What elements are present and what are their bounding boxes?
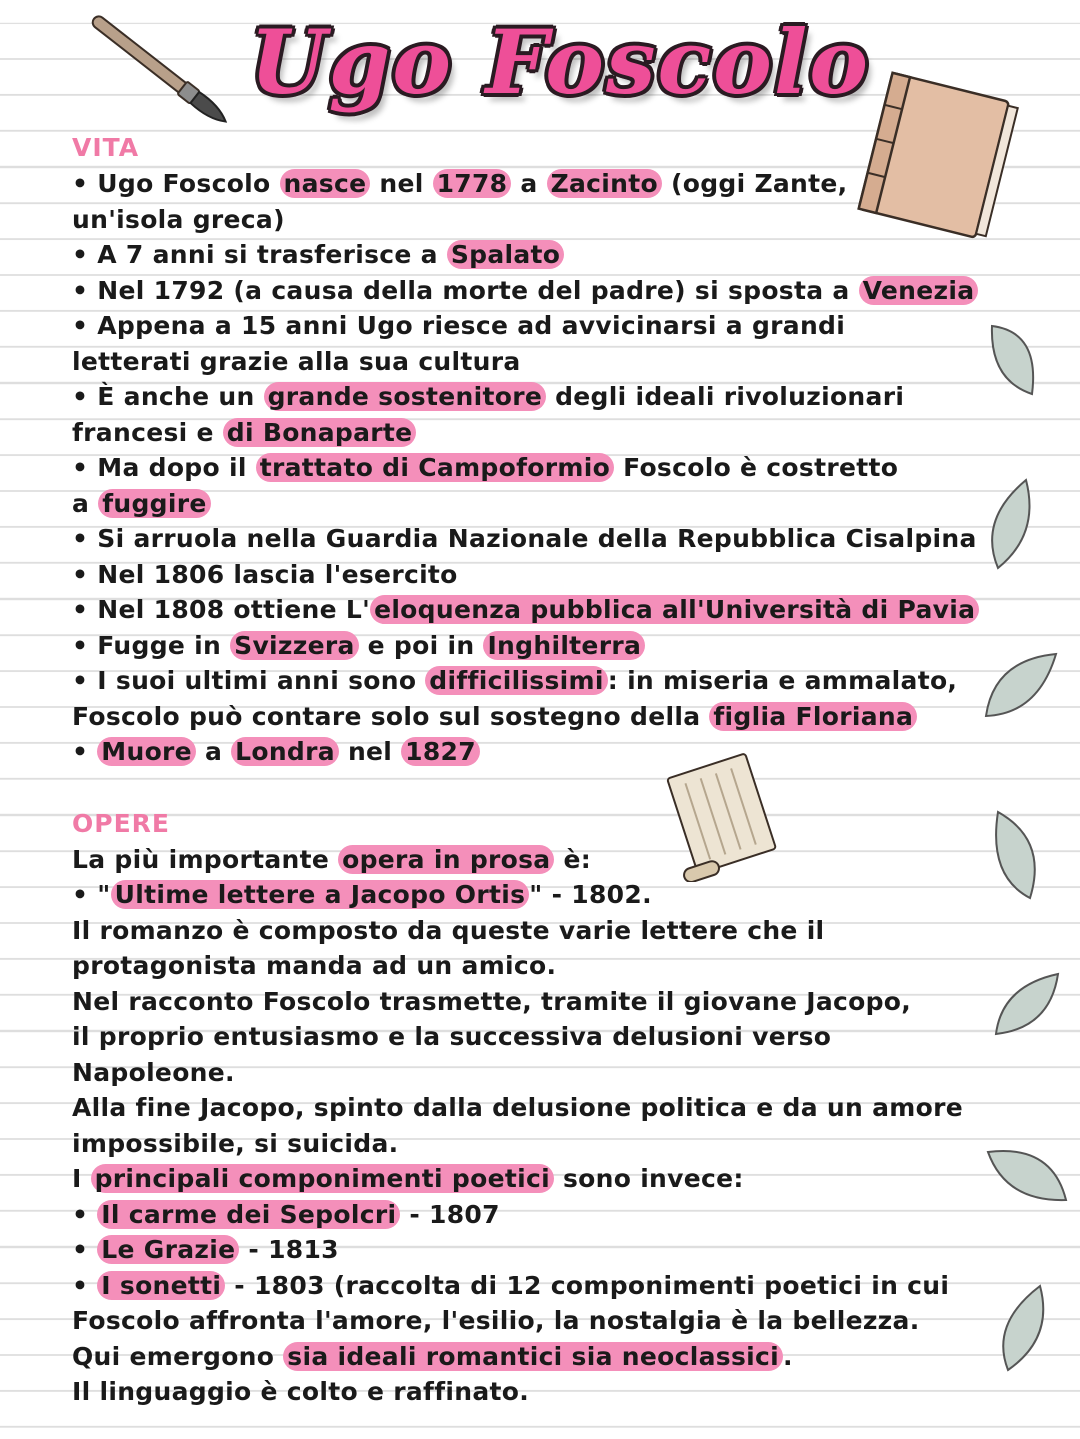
text-line bbox=[72, 1374, 1002, 1410]
text-line bbox=[72, 734, 1002, 770]
text-line bbox=[72, 1339, 1002, 1375]
text-line bbox=[72, 913, 1002, 949]
text-line bbox=[72, 237, 1002, 273]
highlighted-text: Le Grazie bbox=[97, 1235, 239, 1264]
highlighted-text: I sonetti bbox=[97, 1271, 225, 1300]
highlighted-text: Venezia bbox=[859, 276, 979, 305]
text-segment: è: bbox=[554, 844, 592, 874]
highlighted-text: Inghilterra bbox=[483, 631, 645, 660]
text-segment: (oggi Zante, bbox=[661, 169, 848, 198]
highlighted-text: Zacinto bbox=[547, 169, 662, 198]
highlighted-text: eloquenza pubblica all'Università di Pavia bbox=[370, 595, 979, 624]
text-segment: a bbox=[511, 169, 547, 198]
text-line bbox=[72, 1126, 1002, 1162]
text-segment: • Fugge in bbox=[72, 630, 231, 660]
text-line bbox=[72, 308, 1002, 344]
text-segment: Nel racconto Foscolo trasmette, tramite il giovane Jacopo, bbox=[72, 986, 912, 1016]
text-line bbox=[72, 344, 1002, 380]
text-line bbox=[72, 379, 1002, 415]
text-segment: francesi e bbox=[72, 417, 223, 447]
text-segment: Il romanzo è composto da queste varie lettere che il bbox=[72, 915, 825, 945]
highlighted-text: di Bonaparte bbox=[223, 418, 417, 447]
highlighted-text: figlia Floriana bbox=[709, 702, 917, 731]
highlighted-text: grande sostenitore bbox=[264, 382, 546, 411]
text-segment: Il linguaggio è colto e raffinato. bbox=[72, 1377, 530, 1406]
text-line bbox=[72, 842, 1002, 878]
highlighted-text: nasce bbox=[280, 169, 371, 198]
section-heading-vita: VITA bbox=[72, 133, 140, 162]
text-segment: - 1807 bbox=[400, 1199, 500, 1229]
text-line bbox=[72, 1090, 1002, 1126]
text-segment: Foscolo può contare solo sul sostegno della bbox=[72, 701, 710, 731]
text-segment: • Appena a 15 anni Ugo riesce ad avvicinarsi a grandi bbox=[72, 311, 846, 340]
text-line bbox=[72, 663, 1002, 699]
text-line bbox=[72, 450, 1002, 486]
text-segment: a bbox=[195, 737, 232, 766]
text-segment: • È anche un bbox=[72, 382, 264, 411]
text-segment: un'isola greca) bbox=[72, 204, 285, 234]
text-segment: I bbox=[72, 1164, 91, 1193]
highlighted-text: difficilissimi bbox=[425, 666, 607, 695]
text-line bbox=[72, 1232, 1002, 1268]
text-segment: letterati grazie alla sua cultura bbox=[72, 346, 521, 376]
text-segment: - 1803 (raccolta di 12 componimenti poetici in cui bbox=[225, 1270, 950, 1300]
vita-list bbox=[72, 166, 1002, 770]
text-segment: nel bbox=[338, 737, 402, 766]
text-line bbox=[72, 948, 1002, 984]
text-segment: . bbox=[783, 1341, 793, 1371]
highlighted-text: Ultime lettere a Jacopo Ortis bbox=[111, 880, 530, 909]
text-segment: Alla fine Jacopo, spinto dalla delusione politica e da un amore bbox=[72, 1093, 963, 1122]
text-segment: • Nel 1808 ottiene L' bbox=[72, 595, 371, 624]
text-line bbox=[72, 415, 1002, 451]
text-line bbox=[72, 202, 1002, 238]
text-segment: • Si arruola nella Guardia Nazionale della Repubblica Cisalpina bbox=[72, 524, 977, 553]
highlighted-text: Spalato bbox=[447, 240, 564, 269]
text-segment: • Nel 1792 (a causa della morte del padre) si sposta a bbox=[72, 275, 859, 305]
text-segment: impossibile, si suicida. bbox=[72, 1128, 399, 1158]
text-segment: La più importante bbox=[72, 844, 339, 874]
highlighted-text: Londra bbox=[231, 737, 339, 766]
text-line bbox=[72, 592, 1002, 628]
text-segment: • bbox=[72, 737, 98, 766]
text-line bbox=[72, 1197, 1002, 1233]
text-line bbox=[72, 1161, 1002, 1197]
text-line bbox=[72, 486, 1002, 522]
text-segment: e poi in bbox=[358, 630, 484, 660]
text-line bbox=[72, 521, 1002, 557]
highlighted-text: Muore bbox=[97, 737, 196, 766]
text-line bbox=[72, 1268, 1002, 1304]
text-segment: a bbox=[72, 488, 99, 518]
opere-list bbox=[72, 842, 1002, 1410]
text-segment: • I suoi ultimi anni sono bbox=[72, 666, 426, 695]
text-segment: Qui emergono bbox=[72, 1341, 284, 1371]
text-segment: degli ideali rivoluzionari bbox=[546, 382, 905, 411]
text-line bbox=[72, 1055, 1002, 1091]
text-segment: - 1813 bbox=[239, 1235, 339, 1264]
text-segment: il proprio entusiasmo e la successiva delusioni verso bbox=[72, 1022, 832, 1051]
highlighted-text: opera in prosa bbox=[338, 845, 554, 874]
section-heading-opere: OPERE bbox=[72, 808, 170, 838]
text-segment: • Nel 1806 lascia l'esercito bbox=[72, 559, 458, 589]
text-segment: Foscolo è costretto bbox=[614, 453, 899, 482]
text-segment: • bbox=[72, 1235, 98, 1264]
text-line bbox=[72, 984, 1002, 1020]
text-segment: • Ugo Foscolo bbox=[72, 169, 280, 198]
text-line bbox=[72, 273, 1002, 309]
text-line bbox=[72, 628, 1002, 664]
highlighted-text: fuggire bbox=[98, 489, 210, 518]
highlighted-text: Il carme dei Sepolcri bbox=[97, 1200, 400, 1229]
text-segment: • bbox=[72, 1199, 98, 1229]
text-segment: " - 1802. bbox=[529, 880, 652, 909]
highlighted-text: sia ideali romantici sia neoclassici bbox=[283, 1342, 783, 1371]
text-segment: • bbox=[72, 1270, 98, 1300]
text-line bbox=[72, 699, 1002, 735]
text-segment: Foscolo affronta l'amore, l'esilio, la nostalgia è la bellezza. bbox=[72, 1306, 920, 1335]
text-line bbox=[72, 557, 1002, 593]
highlighted-text: 1778 bbox=[433, 169, 512, 198]
brush-icon bbox=[78, 8, 238, 133]
text-segment: sono invece: bbox=[553, 1164, 744, 1193]
text-line bbox=[72, 1019, 1002, 1055]
highlighted-text: 1827 bbox=[401, 737, 480, 766]
text-line bbox=[72, 166, 1002, 202]
highlighted-text: Svizzera bbox=[230, 631, 359, 660]
text-segment: nel bbox=[370, 169, 433, 198]
text-segment: Napoleone. bbox=[72, 1057, 235, 1087]
text-segment: • Ma dopo il bbox=[72, 453, 256, 482]
section-spacer bbox=[72, 770, 1002, 806]
text-segment: : in miseria e ammalato, bbox=[607, 666, 958, 695]
notes-content bbox=[72, 130, 1002, 1410]
text-segment: • " bbox=[72, 880, 111, 909]
text-segment: protagonista manda ad un amico. bbox=[72, 951, 557, 980]
highlighted-text: principali componimenti poetici bbox=[91, 1164, 554, 1193]
text-segment: • A 7 anni si trasferisce a bbox=[72, 240, 447, 269]
text-line bbox=[72, 877, 1002, 913]
text-line bbox=[72, 1303, 1002, 1339]
page-title: Ugo Foscolo bbox=[250, 10, 870, 114]
highlighted-text: trattato di Campoformio bbox=[256, 453, 614, 482]
